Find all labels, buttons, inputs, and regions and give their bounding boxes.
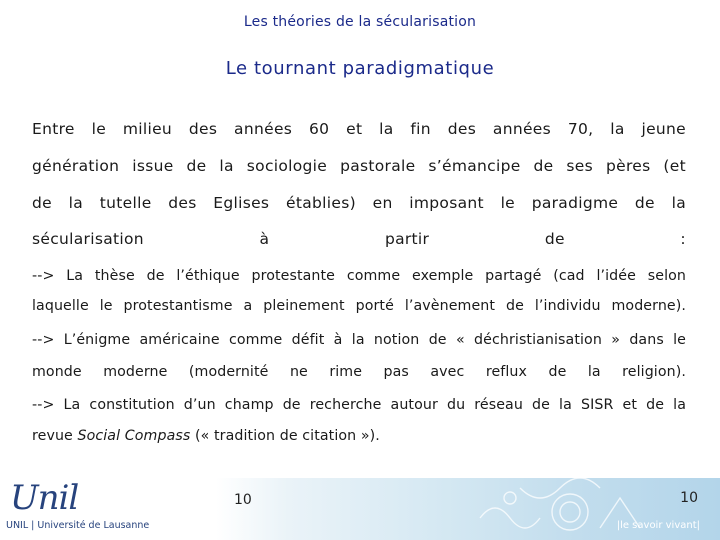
word: monde: [32, 364, 82, 380]
word: de: [544, 230, 565, 248]
paragraph-line: Entre le milieu des années 60 et la fin des années 70, la jeune: [32, 120, 686, 138]
text-segment: revue: [32, 428, 78, 444]
word: pas: [383, 364, 409, 380]
word: religion).: [622, 364, 686, 380]
paragraph-line: de la tutelle des Eglises établies) en imposant le paradigme de la: [32, 194, 686, 212]
word: de: [548, 364, 567, 380]
word: à: [259, 230, 270, 248]
paragraph-line-spread: [32, 230, 686, 248]
tagline: |le savoir vivant|: [616, 520, 700, 531]
word: ne: [289, 364, 308, 380]
word: moderne: [103, 364, 168, 380]
word: la: [587, 364, 601, 380]
point-line: --> La constitution d’un champ de recherche autour du réseau de la SISR et de la: [32, 397, 686, 413]
point-line-spread: [32, 364, 686, 380]
word: partir: [384, 230, 430, 248]
text-segment: (« tradition de citation »).: [190, 428, 380, 444]
unil-logo: Unil: [10, 478, 79, 518]
word: :: [680, 230, 686, 248]
unil-logo-subtitle: UNIL | Université de Lausanne: [6, 520, 150, 531]
page-number: 10: [234, 492, 252, 508]
header-title: Les théories de la sécularisation: [243, 14, 477, 30]
slide-title: Le tournant paradigmatique: [225, 58, 495, 79]
point-line: --> La thèse de l’éthique protestante comme exemple partagé (cad l’idée selon: [32, 268, 686, 284]
word: (modernité: [188, 364, 269, 380]
word: rime: [329, 364, 363, 380]
word: sécularisation: [32, 230, 144, 248]
word: avec: [430, 364, 465, 380]
page-number-right: 10: [680, 490, 698, 506]
journal-title: Social Compass: [77, 428, 191, 444]
word: reflux: [485, 364, 528, 380]
point-line: laquelle le protestantisme a pleinement porté l’avènement de l’individu moderne).: [32, 298, 686, 314]
point-line: --> L’énigme américaine comme défit à la notion de « déchristianisation » dans le: [32, 332, 686, 348]
paragraph-line: génération issue de la sociologie pastorale s’émancipe de ses pères (et: [32, 157, 686, 175]
point-line: [32, 428, 686, 444]
